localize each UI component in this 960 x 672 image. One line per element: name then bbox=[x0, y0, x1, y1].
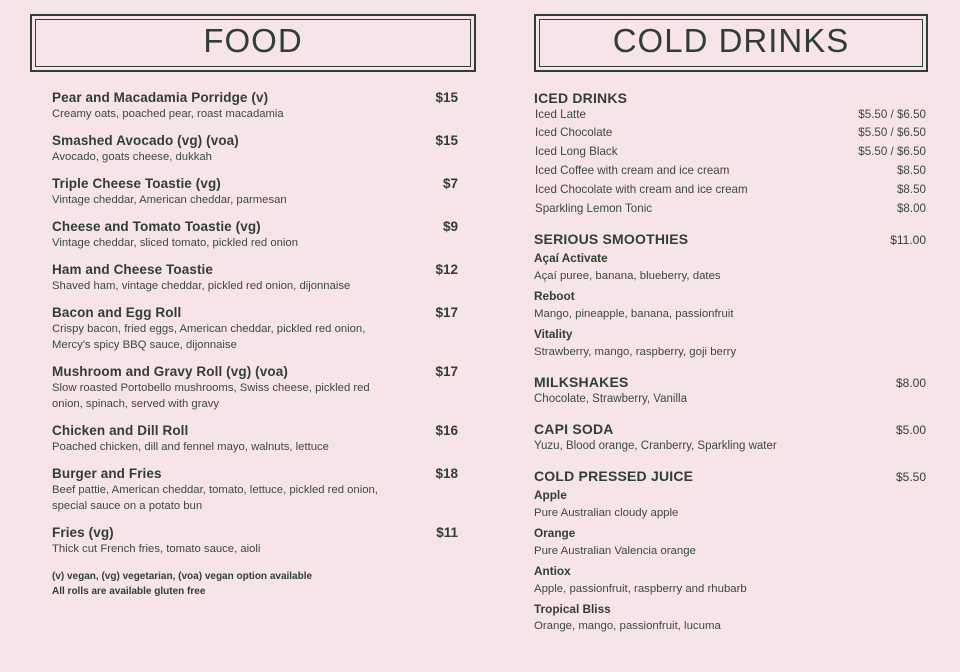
drink-price: $5.50 / $6.50 bbox=[858, 145, 926, 159]
drinks-section-description: Yuzu, Blood orange, Cranberry, Sparkling water bbox=[534, 439, 777, 452]
food-item-description: Creamy oats, poached pear, roast macadamia bbox=[52, 107, 284, 120]
food-item-price: $15 bbox=[435, 89, 458, 105]
food-footnote-line-1: (v) vegan, (vg) vegetarian, (voa) vegan option available bbox=[52, 571, 313, 583]
food-item bbox=[52, 364, 458, 412]
drinks-title: COLD DRINKS bbox=[612, 22, 850, 59]
drink-subitem bbox=[534, 288, 926, 323]
drinks-title-frame-inner bbox=[539, 19, 923, 67]
drinks-section-price: $11.00 bbox=[890, 233, 926, 248]
drinks-section-serious-smoothies bbox=[534, 231, 926, 360]
drinks-section-list bbox=[534, 90, 928, 636]
drinks-section-title: MILKSHAKES bbox=[534, 373, 629, 390]
drinks-section-header bbox=[534, 90, 926, 106]
drink-price: $5.50 / $6.50 bbox=[858, 126, 926, 140]
food-item-header bbox=[52, 90, 458, 105]
food-item-header bbox=[52, 466, 458, 481]
drink-subitem-description: Orange, mango, passionfruit, lucuma bbox=[534, 620, 721, 633]
food-item-header bbox=[52, 525, 458, 540]
food-item-name: Pear and Macadamia Porridge (v) bbox=[52, 89, 269, 105]
food-item-price: $18 bbox=[435, 465, 458, 481]
drink-subitem-name: Antiox bbox=[534, 563, 571, 578]
drink-subitem-name: Açaí Activate bbox=[534, 251, 608, 266]
drink-row bbox=[534, 162, 926, 181]
drink-row bbox=[534, 106, 926, 125]
drinks-section-header bbox=[534, 231, 926, 247]
food-item-price: $9 bbox=[442, 218, 458, 234]
drink-subitem-name: Tropical Bliss bbox=[534, 601, 611, 616]
drinks-section-price: $8.00 bbox=[895, 375, 926, 390]
drink-subitem bbox=[534, 563, 926, 598]
drinks-section-price: $5.50 bbox=[895, 470, 926, 485]
food-item bbox=[52, 423, 458, 455]
drink-subitem-name: Reboot bbox=[534, 289, 575, 304]
drink-name: Iced Chocolate with cream and ice cream bbox=[535, 182, 748, 196]
food-item-description: Vintage cheddar, sliced tomato, pickled red onion bbox=[52, 236, 298, 249]
drink-subitem-description: Apple, passionfruit, raspberry and rhubarb bbox=[534, 582, 747, 595]
food-item bbox=[52, 525, 458, 557]
drink-price: $5.50 / $6.50 bbox=[858, 107, 926, 121]
drink-subitem bbox=[534, 601, 926, 636]
drinks-section-cold-pressed-juice bbox=[534, 468, 926, 635]
food-title-frame bbox=[30, 14, 476, 72]
food-item-description: Beef pattie, American cheddar, tomato, lettuce, pickled red onion, special sauce on a potato bun bbox=[52, 483, 378, 512]
food-item-header bbox=[52, 364, 458, 379]
drink-price: $8.00 bbox=[896, 201, 926, 215]
drink-subitem-description: Pure Australian cloudy apple bbox=[534, 506, 679, 519]
drinks-section-title: SERIOUS SMOOTHIES bbox=[534, 231, 689, 248]
drink-subitem bbox=[534, 525, 926, 560]
food-item bbox=[52, 176, 458, 208]
food-item-name: Bacon and Egg Roll bbox=[52, 304, 182, 320]
drink-row bbox=[534, 200, 926, 219]
drinks-section-capi-soda bbox=[534, 421, 926, 455]
food-item-name: Mushroom and Gravy Roll (vg) (voa) bbox=[52, 363, 288, 379]
drink-subitem-name: Apple bbox=[534, 488, 567, 503]
drink-name: Iced Coffee with cream and ice cream bbox=[535, 163, 730, 177]
food-item-header bbox=[52, 176, 458, 191]
food-item-price: $16 bbox=[435, 422, 458, 438]
food-item-price: $11 bbox=[436, 525, 458, 541]
drink-name: Sparkling Lemon Tonic bbox=[535, 201, 653, 215]
drinks-column bbox=[492, 14, 928, 662]
food-item-description: Poached chicken, dill and fennel mayo, walnuts, lettuce bbox=[52, 440, 329, 453]
drinks-section-iced-drinks bbox=[534, 90, 926, 219]
food-item-header bbox=[52, 262, 458, 277]
food-item-description: Crispy bacon, fried eggs, American cheddar, pickled red onion, Mercy's spicy BBQ sauce, dijonnaise bbox=[52, 322, 366, 351]
food-footnote bbox=[52, 569, 458, 599]
drink-subitem-description: Strawberry, mango, raspberry, goji berry bbox=[534, 345, 737, 358]
food-item-name: Fries (vg) bbox=[52, 525, 114, 541]
drink-name: Iced Long Black bbox=[535, 145, 618, 159]
food-item bbox=[52, 262, 458, 294]
food-item bbox=[52, 305, 458, 353]
food-item-header bbox=[52, 423, 458, 438]
food-item bbox=[52, 466, 458, 514]
drinks-section-header bbox=[534, 421, 926, 437]
drink-subitem-name: Vitality bbox=[534, 326, 573, 341]
food-item-name: Burger and Fries bbox=[52, 465, 162, 481]
drinks-title-frame bbox=[534, 14, 928, 72]
food-item-description: Thick cut French fries, tomato sauce, aioli bbox=[52, 543, 261, 556]
food-item-header bbox=[52, 305, 458, 320]
drink-subitem-description: Mango, pineapple, banana, passionfruit bbox=[534, 307, 734, 320]
food-item-name: Cheese and Tomato Toastie (vg) bbox=[52, 218, 261, 234]
food-item bbox=[52, 219, 458, 251]
food-item-description: Shaved ham, vintage cheddar, pickled red onion, dijonnaise bbox=[52, 279, 351, 292]
drinks-section-description: Chocolate, Strawberry, Vanilla bbox=[534, 392, 687, 405]
drink-price: $8.50 bbox=[896, 163, 926, 177]
drink-name: Iced Chocolate bbox=[535, 126, 613, 140]
food-item-name: Smashed Avocado (vg) (voa) bbox=[52, 132, 239, 148]
food-item-name: Triple Cheese Toastie (vg) bbox=[52, 175, 221, 191]
food-item-description: Slow roasted Portobello mushrooms, Swiss cheese, pickled red onion, spinach, served with gravy bbox=[52, 381, 370, 410]
drink-row bbox=[534, 143, 926, 162]
drinks-section-header bbox=[534, 374, 926, 390]
food-title: FOOD bbox=[203, 22, 303, 59]
drinks-section-title: COLD PRESSED JUICE bbox=[534, 468, 694, 485]
drink-row bbox=[534, 181, 926, 200]
drink-row bbox=[534, 124, 926, 143]
drinks-section-title: CAPI SODA bbox=[534, 420, 614, 437]
food-item bbox=[52, 90, 458, 122]
food-column bbox=[30, 14, 492, 662]
food-item-price: $17 bbox=[435, 363, 458, 379]
food-item bbox=[52, 133, 458, 165]
food-item-name: Ham and Cheese Toastie bbox=[52, 261, 214, 277]
food-item-header bbox=[52, 133, 458, 148]
drinks-section-price: $5.00 bbox=[895, 422, 926, 437]
drink-subitem bbox=[534, 487, 926, 522]
drink-subitem bbox=[534, 326, 926, 361]
drink-subitem-name: Orange bbox=[534, 526, 576, 541]
drink-subitem bbox=[534, 250, 926, 285]
drink-subitem-description: Açaí puree, banana, blueberry, dates bbox=[534, 270, 721, 283]
food-item-description: Avocado, goats cheese, dukkah bbox=[52, 150, 212, 163]
food-item-price: $7 bbox=[442, 175, 458, 191]
food-title-frame-inner bbox=[35, 19, 471, 67]
food-item-price: $17 bbox=[435, 304, 458, 320]
drink-name: Iced Latte bbox=[535, 107, 586, 121]
food-item-header bbox=[52, 219, 458, 234]
drinks-section-milkshakes bbox=[534, 374, 926, 408]
food-item-name: Chicken and Dill Roll bbox=[52, 422, 189, 438]
food-item-price: $12 bbox=[435, 261, 458, 277]
food-item-price: $15 bbox=[435, 132, 458, 148]
drinks-section-title: ICED DRINKS bbox=[534, 89, 628, 106]
food-footnote-line-2: All rolls are available gluten free bbox=[52, 586, 206, 598]
drinks-section-header bbox=[534, 468, 926, 484]
drink-subitem-description: Pure Australian Valencia orange bbox=[534, 544, 696, 557]
food-item-list bbox=[30, 90, 476, 599]
drink-price: $8.50 bbox=[896, 182, 926, 196]
food-item-description: Vintage cheddar, American cheddar, parmesan bbox=[52, 193, 287, 206]
